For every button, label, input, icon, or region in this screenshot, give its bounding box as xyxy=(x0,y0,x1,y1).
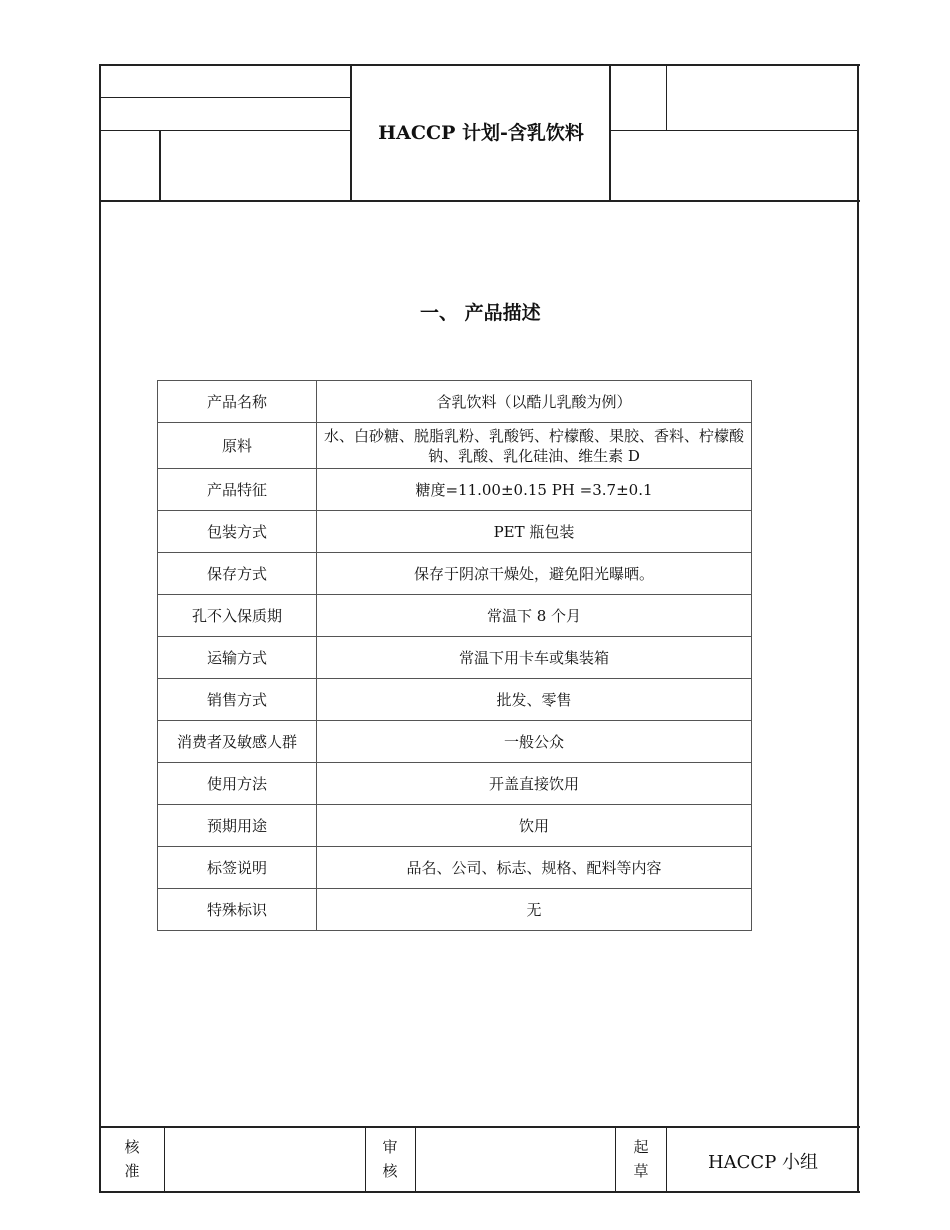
row-value: 含乳饮料（以酷儿乳酸为例） xyxy=(317,381,752,423)
row-label: 预期用途 xyxy=(158,805,317,847)
row-value: 一般公众 xyxy=(317,721,752,763)
row-value: 品名、公司、标志、规格、配料等内容 xyxy=(317,847,752,889)
header-line xyxy=(611,130,859,131)
product-description-table xyxy=(157,380,752,931)
table-row xyxy=(158,889,752,931)
footer-divider xyxy=(666,1126,667,1192)
footer-divider xyxy=(164,1126,165,1192)
section-heading: 一、 产品描述 xyxy=(420,302,541,324)
table-row xyxy=(158,637,752,679)
row-value: 常温下 8 个月 xyxy=(317,595,752,637)
header-line xyxy=(101,130,351,131)
header-line xyxy=(101,97,351,98)
table-row xyxy=(158,847,752,889)
footer-divider xyxy=(365,1126,366,1192)
row-label: 销售方式 xyxy=(158,679,317,721)
row-value: 水、白砂糖、脱脂乳粉、乳酸钙、柠檬酸、果胶、香料、柠檬酸钠、乳酸、乳化硅油、维生素 D xyxy=(317,423,752,469)
draft-value: HACCP 小组 xyxy=(707,1152,819,1173)
table-row xyxy=(158,423,752,469)
draft-label: 起草 xyxy=(633,1138,649,1180)
table-row xyxy=(158,595,752,637)
row-label: 使用方法 xyxy=(158,763,317,805)
row-label: 标签说明 xyxy=(158,847,317,889)
row-label: 运输方式 xyxy=(158,637,317,679)
row-value: 开盖直接饮用 xyxy=(317,763,752,805)
footer-top-border xyxy=(99,1126,860,1128)
review-label: 审核 xyxy=(382,1138,398,1180)
row-label: 原料 xyxy=(158,423,317,469)
row-label: 保存方式 xyxy=(158,553,317,595)
table-row xyxy=(158,553,752,595)
table-row xyxy=(158,805,752,847)
row-value: 糖度=11.00±0.15 PH =3.7±0.1 xyxy=(317,469,752,511)
footer-bottom-border xyxy=(99,1191,860,1193)
row-value: 常温下用卡车或集装箱 xyxy=(317,637,752,679)
row-value: 批发、零售 xyxy=(317,679,752,721)
header-bottom-border xyxy=(99,200,860,202)
table-row xyxy=(158,763,752,805)
approve-label: 核准 xyxy=(124,1138,140,1180)
document-title: HACCP 计划-含乳饮料 xyxy=(378,122,584,144)
row-label: 消费者及敏感人群 xyxy=(158,721,317,763)
row-label: 产品特征 xyxy=(158,469,317,511)
row-label: 特殊标识 xyxy=(158,889,317,931)
table-row xyxy=(158,679,752,721)
row-value: 饮用 xyxy=(317,805,752,847)
table-row xyxy=(158,511,752,553)
footer-divider xyxy=(415,1126,416,1192)
footer-divider xyxy=(615,1126,616,1192)
row-label: 产品名称 xyxy=(158,381,317,423)
header-divider xyxy=(666,64,667,131)
table-row xyxy=(158,721,752,763)
row-label: 孔不入保质期 xyxy=(158,595,317,637)
header-divider xyxy=(159,130,161,202)
row-value: 无 xyxy=(317,889,752,931)
row-label: 包装方式 xyxy=(158,511,317,553)
table-row xyxy=(158,469,752,511)
table-row xyxy=(158,381,752,423)
header-top-border xyxy=(99,64,860,66)
row-value: 保存于阴凉干燥处，避免阳光曝晒。 xyxy=(317,553,752,595)
row-value: PET 瓶包装 xyxy=(317,511,752,553)
